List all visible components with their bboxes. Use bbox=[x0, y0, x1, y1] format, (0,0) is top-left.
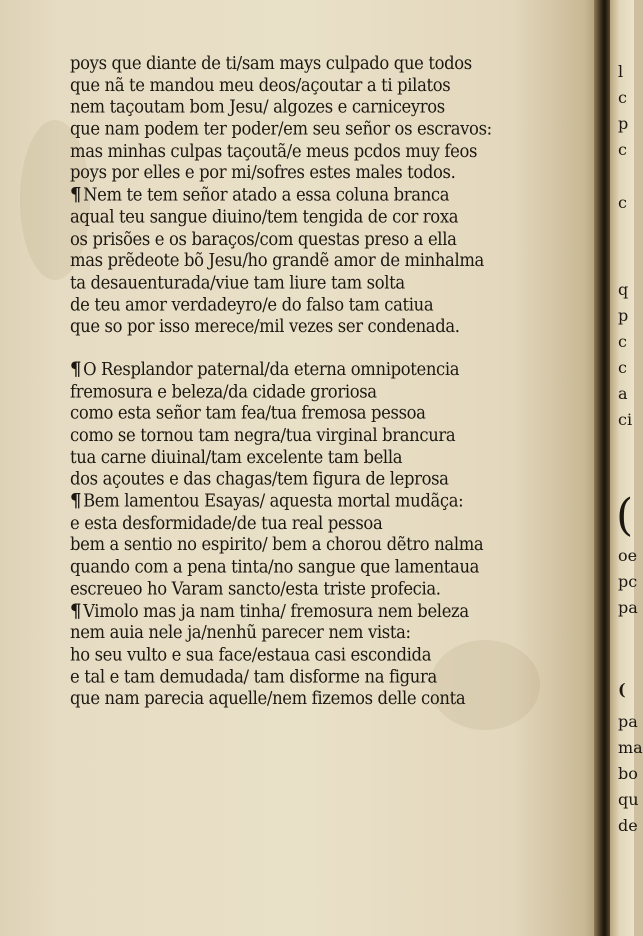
right-fragment: c bbox=[618, 140, 627, 159]
right-fragment: c bbox=[618, 358, 627, 377]
text-line: nem taçoutam bom Jesu/ algozes e carniceyros bbox=[70, 96, 445, 117]
right-fragment: c bbox=[618, 88, 627, 107]
right-fragment: ( bbox=[618, 680, 626, 699]
pilcrow-icon: ¶ bbox=[70, 599, 82, 622]
right-fragment: l bbox=[618, 62, 624, 81]
right-fragment: c bbox=[618, 193, 627, 212]
text-line: como esta señor tam fea/tua fremosa pessoa bbox=[70, 403, 426, 424]
text-line: e tal e tam demudada/ tam disforme na figura bbox=[70, 666, 437, 687]
right-page-fragments bbox=[610, 0, 643, 936]
text-line: mas prẽdeote bõ Jesu/ho grandẽ amor de minhalma bbox=[70, 250, 484, 271]
right-fragment: pc bbox=[618, 572, 638, 591]
text-line: poys por elles e por mi/sofres estes males todos. bbox=[70, 162, 456, 183]
text-line: aqual teu sangue diuino/tem tengida de cor roxa bbox=[70, 206, 459, 227]
pilcrow-icon: ¶ bbox=[70, 489, 82, 513]
pilcrow-icon: ¶ bbox=[70, 183, 82, 206]
text-line: tua carne diuinal/tam excelente tam bella bbox=[70, 446, 403, 468]
right-page-edge bbox=[610, 0, 643, 936]
stanza-first-line: Vimolo mas ja nam tinha/ fremosura nem beleza bbox=[83, 600, 469, 621]
right-fragment: a bbox=[618, 384, 628, 403]
stanza-first-line: Bem lamentou Esayas/ aquesta mortal mudãça: bbox=[83, 490, 464, 511]
right-fragment: ( bbox=[616, 490, 634, 541]
text-line: que nam podem ter poder/em seu señor os escravos: bbox=[70, 118, 492, 139]
text-line: e esta desformidade/de tua real pessoa bbox=[70, 512, 383, 533]
text-line: bem a sentio no espirito/ bem a chorou dẽtro nalma bbox=[70, 534, 484, 555]
text-line: ho seu vulto e sua face/estaua casi escondida bbox=[70, 644, 432, 665]
right-fragment: bo bbox=[618, 764, 638, 783]
right-fragment: pa bbox=[618, 712, 638, 731]
text-line: ta desauenturada/viue tam liure tam solta bbox=[70, 272, 405, 293]
text-line: escreueo ho Varam sancto/esta triste profecia. bbox=[70, 578, 441, 599]
right-fragment: oe bbox=[618, 546, 638, 565]
text-line: como se tornou tam negra/tua virginal brancura bbox=[70, 425, 456, 446]
text-line: fremosura e beleza/da cidade groriosa bbox=[70, 381, 377, 402]
text-line bbox=[70, 600, 600, 622]
text-line: nem auia nele ja/nenhũ parecer nem vista: bbox=[70, 622, 411, 643]
text-line bbox=[70, 491, 600, 513]
right-fragment: q bbox=[618, 280, 629, 299]
text-line: que nã te mandou meu deos/açoutar a ti pilatos bbox=[70, 74, 451, 96]
right-fragment: c bbox=[618, 332, 627, 351]
text-line: quando com a pena tinta/no sangue que lamentaua bbox=[70, 556, 480, 577]
right-fragment: de bbox=[618, 816, 638, 835]
text-line: dos açoutes e das chagas/tem figura de leprosa bbox=[70, 468, 449, 490]
right-fragment: ma bbox=[618, 738, 643, 757]
text-line bbox=[70, 185, 600, 207]
text-line bbox=[70, 359, 600, 381]
stanza-first-line: O Resplandor paternal/da eterna omnipotencia bbox=[83, 359, 460, 380]
text-line: mas minhas culpas taçoutã/e meus pcdos muy feos bbox=[70, 140, 478, 161]
right-fragment: qu bbox=[618, 790, 639, 809]
pilcrow-icon: ¶ bbox=[70, 358, 82, 381]
text-line: que nam parecia aquelle/nem fizemos delle conta bbox=[70, 688, 466, 709]
text-line: que so por isso merece/mil vezes ser condenada. bbox=[70, 316, 460, 337]
stanza-first-line: Nem te tem señor atado a essa coluna branca bbox=[83, 184, 450, 205]
text-line: de teu amor verdadeyro/e do falso tam catiua bbox=[70, 294, 434, 315]
right-fragment: p bbox=[618, 114, 629, 133]
text-line: os prisões e os baraços/com questas preso a ella bbox=[70, 228, 457, 249]
right-fragment: ci bbox=[618, 410, 633, 429]
right-fragment: p bbox=[618, 306, 629, 325]
text-line: poys que diante de ti/sam mays culpado que todos bbox=[70, 53, 472, 74]
poem-text bbox=[70, 53, 600, 710]
right-fragment: pa bbox=[618, 598, 638, 617]
